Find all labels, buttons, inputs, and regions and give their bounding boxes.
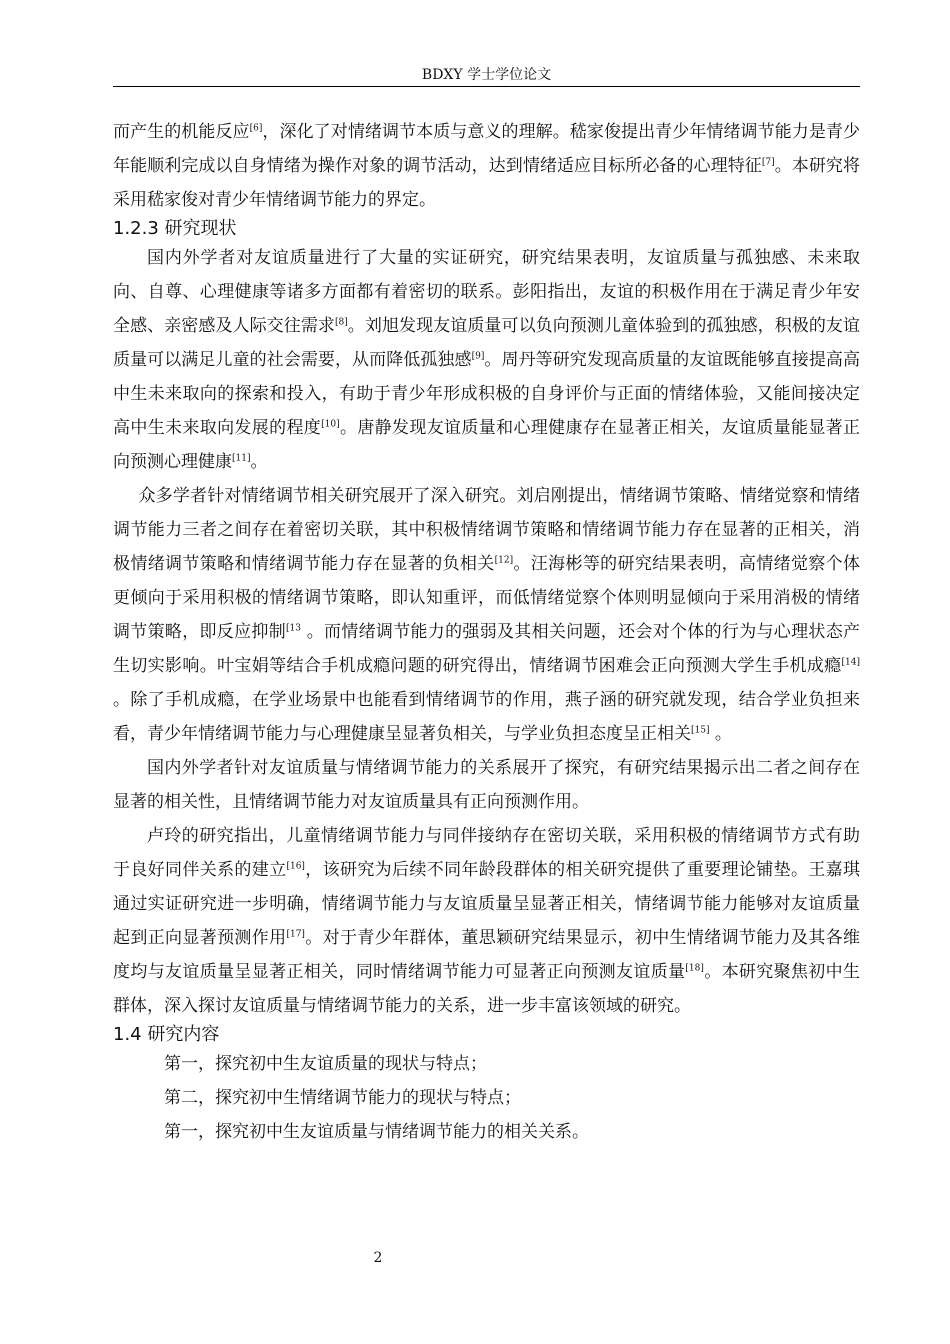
citation: [15] [691, 725, 710, 736]
citation: [16] [286, 861, 305, 872]
citation: [11] [232, 453, 251, 464]
section-heading-1-4: 1.4 研究内容 [113, 1024, 220, 1045]
citation: [17] [286, 929, 305, 940]
intro-paragraph: 而产生的机能反应[6]，深化了对情绪调节本质与意义的理解。嵇家俊提出青少年情绪调节能力是青少年能顺利完成以自身情绪为操作对象的调节活动，达到情绪适应目标所必备的心理特征[7]。本研究将采用嵇家俊对青少年情绪调节能力的界定。 [113, 122, 861, 210]
header-rule [113, 86, 860, 87]
list-item: 第一，探究初中生友谊质量的现状与特点； [164, 1054, 487, 1074]
list-item: 第一，探究初中生友谊质量与情绪调节能力的相关关系。 [164, 1122, 589, 1142]
citation: [10] [321, 419, 340, 430]
section-heading-1-2-3: 1.2.3 研究现状 [113, 218, 237, 239]
paragraph-friendship-studies: 国内外学者对友谊质量进行了大量的实证研究，研究结果表明，友谊质量与孤独感、未来取向、自尊、心理健康等诸多方面都有着密切的联系。彭阳指出，友谊的积极作用在于满足青少年安全感、亲密感及人际交往需求[8]。刘旭发现友谊质量可以负向预测儿童体验到的孤独感，积极的友谊质量可以满足儿童的社会需要，从而降低孤独感[9]。周丹等研究发现高质量的友谊既能够直接提高高中生未来取向的探索和投入，有助于青少年形成积极的自身评价与正面的情绪体验，又能间接决定高中生未来取向发展的程度[10]。唐静发现友谊质量和心理健康存在显著正相关，友谊质量能显著正向预测心理健康[11]。 [113, 248, 861, 472]
citation: [8] [334, 317, 348, 328]
citation: [6] [249, 123, 263, 134]
page-body [113, 115, 860, 1149]
citation: [18] [685, 963, 704, 974]
page-number: 2 [373, 1250, 383, 1266]
citation: [13 [286, 623, 301, 634]
citation: [7] [761, 157, 775, 168]
running-header: BDXY 学士学位论文 [421, 67, 552, 83]
paragraph-relationship-intro: 国内外学者针对友谊质量与情绪调节能力的关系展开了探究，有研究结果揭示出二者之间存在显著的相关性，且情绪调节能力对友谊质量具有正向预测作用。 [113, 758, 860, 812]
list-item: 第二，探究初中生情绪调节能力的现状与特点； [164, 1088, 521, 1108]
citation: [12] [494, 555, 514, 566]
research-content-list [113, 1047, 860, 1149]
citation: [14] [841, 657, 860, 668]
paragraph-relationship-studies: 卢玲的研究指出，儿童情绪调节能力与同伴接纳存在密切关联，采用积极的情绪调节方式有助于良好同伴关系的建立[16]，该研究为后续不同年龄段群体的相关研究提供了重要理论铺垫。王嘉琪通过实证研究进一步明确，情绪调节能力与友谊质量呈显著正相关，情绪调节能力能够对友谊质量起到正向显著预测作用[17]。对于青少年群体，董思颖研究结果显示，初中生情绪调节能力及其各维度均与友谊质量呈显著正相关，同时情绪调节能力可显著正向预测友谊质量[18]。本研究聚焦初中生群体，深入探讨友谊质量与情绪调节能力的关系，进一步丰富该领域的研究。 [113, 826, 861, 1016]
paragraph-emotion-regulation-studies: 众多学者针对情绪调节相关研究展开了深入研究。刘启刚提出，情绪调节策略、情绪觉察和情绪调节能力三者之间存在着密切关联，其中积极情绪调节策略和情绪调节能力存在显著的正相关，消极情绪调节策略和情绪调节能力存在显著的负相关[12]。汪海彬等的研究结果表明，高情绪觉察个体更倾向于采用积极的情绪调节策略，即认知重评，而低情绪觉察个体则明显倾向于采用消极的情绪调节策略，即反应抑制$^{[13}$ 。而情绪调节能力的强弱及其相关问题，还会对个体的行为与心理状态产生切实影响。叶宝娟等结合手机成瘾问题的研究得出，情绪调节困难会正向预测大学生手机成瘾[14] 。除了手机成瘾，在学业场景中也能看到情绪调节的作用，燕子涵的研究就发现，结合学业负担来看，青少年情绪调节能力与心理健康呈显著负相关，与学业负担态度呈正相关[15] 。 [113, 486, 861, 744]
citation: [9] [471, 351, 485, 362]
